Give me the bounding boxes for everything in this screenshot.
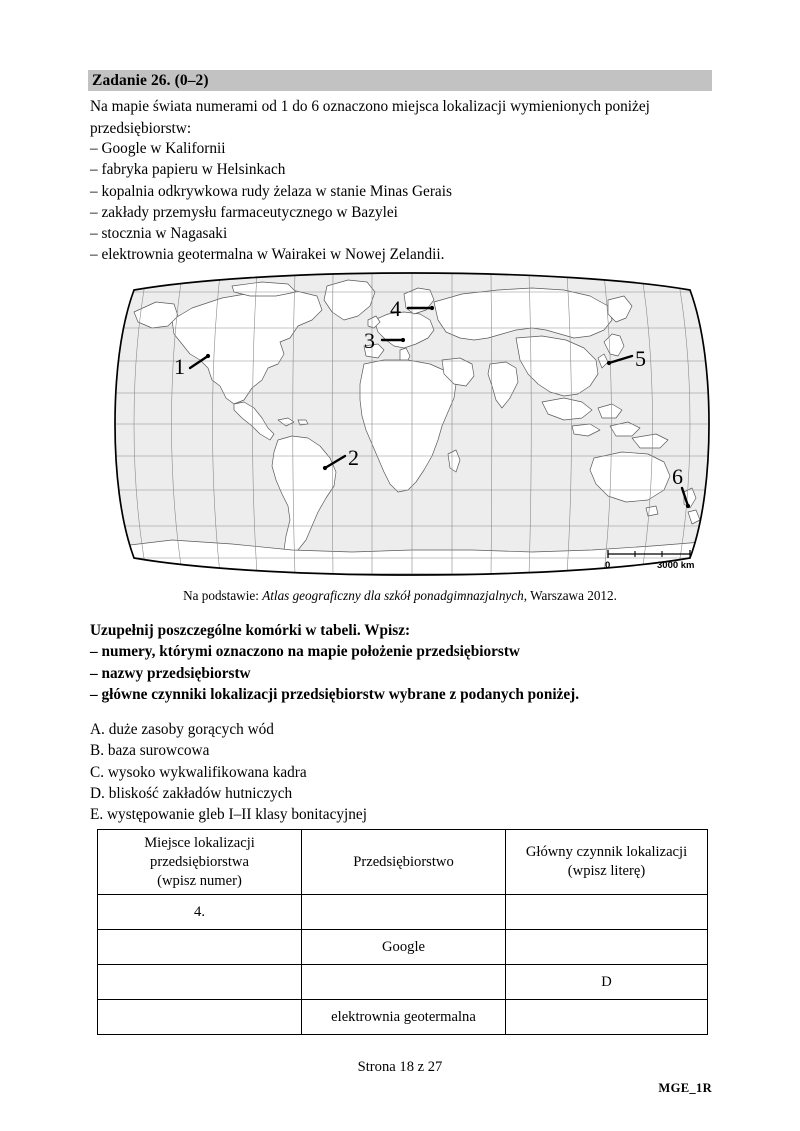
cell-enterprise-2[interactable]: Google <box>302 930 506 965</box>
table-row <box>98 1000 708 1035</box>
scale-start-label: 0 <box>605 560 611 571</box>
header-place-line-2: przedsiębiorstwa <box>150 853 249 870</box>
caption-prefix: Na podstawie: <box>183 588 263 603</box>
header-cell-place <box>98 830 302 895</box>
enterprise-list <box>90 138 712 266</box>
option-a: A. duże zasoby gorących wód <box>90 721 274 738</box>
answer-table <box>97 829 708 1035</box>
instruction-line-2: – numery, którymi oznaczono na mapie położenie przedsiębiorstw <box>90 643 520 661</box>
svg-text:5: 5 <box>635 346 646 371</box>
cell-factor-3[interactable]: D <box>506 965 708 1000</box>
table-row <box>98 965 708 1000</box>
header-enterprise-line-1: Przedsiębiorstwo <box>353 853 454 870</box>
cell-place-2[interactable] <box>98 930 302 965</box>
list-item: – Google w Kalifornii <box>90 140 226 157</box>
list-item: – kopalnia odkrywkowa rudy żelaza w stanie Minas Gerais <box>90 182 452 200</box>
cell-place-3[interactable] <box>98 965 302 1000</box>
table-row <box>98 930 708 965</box>
map-source-caption <box>0 588 800 604</box>
option-e: E. występowanie gleb I–II klasy bonitacyjnej <box>90 806 367 824</box>
svg-text:6: 6 <box>672 464 683 489</box>
header-factor-line-2: (wpisz literę) <box>567 863 646 879</box>
footer-exam-code: MGE_1R <box>658 1081 712 1095</box>
header-cell-enterprise <box>302 830 506 895</box>
scale-end-label: 3000 km <box>657 560 695 571</box>
cell-factor-1[interactable] <box>506 895 708 930</box>
table-header-row <box>98 830 708 895</box>
cell-factor-4[interactable] <box>506 1000 708 1035</box>
options-list <box>90 719 712 825</box>
list-item: – stocznia w Nagasaki <box>90 225 228 243</box>
option-d: D. bliskość zakładów hutniczych <box>90 784 293 802</box>
instruction-line-1: Uzupełnij poszczególne komórki w tabeli. Wpisz: <box>90 622 411 639</box>
svg-text:4: 4 <box>390 296 401 321</box>
task-number-label: Zadanie 26. (0–2) <box>92 71 209 89</box>
instruction-block <box>90 620 712 706</box>
table-row <box>98 895 708 930</box>
list-item: – zakłady przemysłu farmaceutycznego w Bazylei <box>90 203 398 221</box>
instruction-line-3: – nazwy przedsiębiorstw <box>90 664 251 682</box>
svg-text:1: 1 <box>174 354 185 379</box>
cell-enterprise-3[interactable] <box>302 965 506 1000</box>
task-header-bar <box>88 70 712 91</box>
footer-page-number: Strona 18 z 27 <box>357 1059 443 1075</box>
list-item: – fabryka papieru w Helsinkach <box>90 161 286 179</box>
cell-factor-2[interactable] <box>506 930 708 965</box>
caption-suffix: , Warszawa 2012. <box>523 588 617 603</box>
cell-place-1[interactable]: 4. <box>98 895 302 930</box>
cell-place-4[interactable] <box>98 1000 302 1035</box>
svg-text:2: 2 <box>348 445 359 470</box>
intro-line-2: przedsiębiorstw: <box>90 119 192 137</box>
header-place-line-1: Miejsce lokalizacji <box>144 834 255 851</box>
world-map-figure <box>112 268 712 580</box>
header-place-line-3: (wpisz numer) <box>157 872 242 889</box>
option-b: B. baza surowcowa <box>90 742 210 760</box>
caption-title: Atlas geograficzny dla szkół ponadgimnazjalnych <box>262 588 524 603</box>
intro-paragraph <box>90 96 712 139</box>
cell-enterprise-1[interactable] <box>302 895 506 930</box>
cell-enterprise-4[interactable]: elektrownia geotermalna <box>302 1000 506 1035</box>
list-item: – elektrownia geotermalna w Wairakei w Nowej Zelandii. <box>90 246 445 264</box>
instruction-line-4: – główne czynniki lokalizacji przedsiębiorstw wybrane z podanych poniżej. <box>90 686 580 704</box>
header-cell-factor <box>506 830 708 895</box>
option-c: C. wysoko wykwalifikowana kadra <box>90 763 307 781</box>
header-factor-line-1: Główny czynnik lokalizacji <box>525 844 688 860</box>
intro-line-1: Na mapie świata numerami od 1 do 6 oznaczono miejsca lokalizacji wymienionych poniżej <box>90 98 650 115</box>
svg-text:3: 3 <box>364 328 375 353</box>
